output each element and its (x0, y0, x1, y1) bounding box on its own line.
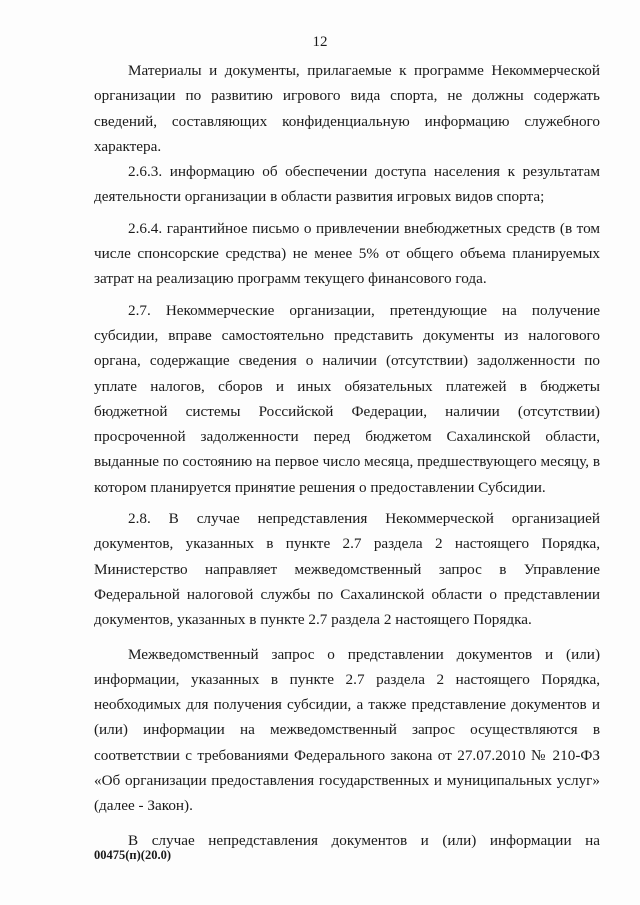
page-number: 12 (312, 34, 328, 50)
paragraph-2-6-4: 2.6.4. гарантийное письмо о привлечении внебюджетных средств (в том числе спонсорские средства) не менее 5% от общего объема планируемых затрат на реализацию программ текущего финансового года. (94, 219, 600, 288)
document-code: 00475(п)(20.0) (94, 848, 171, 862)
paragraph-2-7: 2.7. Некоммерческие организации, претендующие на получение субсидии, вправе самостоятельно представить документы из налогового органа, содержащие сведения о наличии (отсутствии) задолженности по уплате налогов, сборов и иных обязательных платежей в бюджеты бюджетной системы Российской Федерации, наличии (отсутствии) просроченной задолженности перед бюджетом Сахалинской области, выданные по состоянию на первое число месяца, предшествующего месяцу, в котором планируется принятие решения о предоставлении Субсидии. (94, 301, 600, 496)
paragraph-non-submission: В случае непредставления документов и (или) информации на (128, 831, 600, 849)
paragraph-2-6-3: 2.6.3. информацию об обеспечении доступа населения к результатам деятельности организации в области развития игровых видов спорта; (94, 163, 600, 206)
paragraph-interagency-request: Межведомственный запрос о представлении документов и (или) информации, указанных в пункте 2.7 раздела 2 настоящего Порядка, необходимых для получения субсидии, а также представление документов и (или) информации на межведомственный запрос осуществляются в соответствии с требованиями Федерального закона от 27.07.2010 № 210-ФЗ «Об организации предоставления государственных и муниципальных услуг» (далее - Закон). (94, 645, 600, 815)
document-body (94, 58, 600, 853)
paragraph-materials: Материалы и документы, прилагаемые к программе Некоммерческой организации по развитию игрового вида спорта, не должны содержать сведений, составляющих конфиденциальную информацию служебного характера. (94, 62, 600, 155)
paragraph-2-8: 2.8. В случае непредставления Некоммерческой организацией документов, указанных в пункте 2.7 раздела 2 настоящего Порядка, Министерство направляет межведомственный запрос в Управление Федеральной налоговой службы по Сахалинской области о представлении документов, указанных в пункте 2.7 раздела 2 настоящего Порядка. (94, 510, 600, 629)
